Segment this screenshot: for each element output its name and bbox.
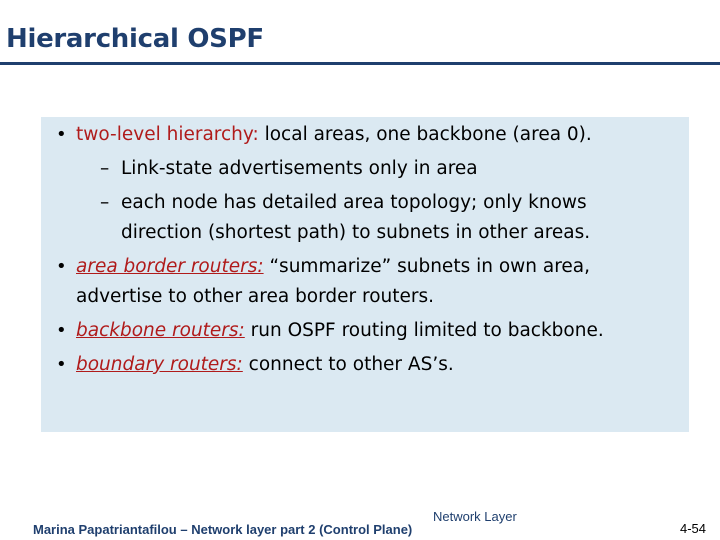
page-number: 4-54 [679,521,706,536]
bullet-marker: • [56,256,67,277]
bullet-marker: • [56,354,67,375]
sub-bullet-lsa: Link-state advertisements only in area [121,158,478,179]
sub-bullet-topology-cont: direction (shortest path) to subnets in other areas. [121,222,591,243]
bullet-text: connect to other AS’s. [242,354,454,375]
bullet-marker: • [56,320,67,341]
bullet-label: area border routers: [76,256,264,277]
bullet-text: local areas, one backbone (area 0). [258,124,592,145]
bullet-label: boundary routers: [76,354,243,375]
bullet-area-border-routers [76,256,590,278]
dash-marker: – [100,192,110,213]
bullet-label: two-level hierarchy: [76,124,259,145]
bullet-two-level-hierarchy [76,124,592,146]
bullet-text: “summarize” subnets in own area, [263,256,591,277]
bullet-text: run OSPF routing limited to backbone. [244,320,604,341]
bullet-marker: • [56,124,67,145]
bullet-label: backbone routers: [76,320,245,341]
footer-author: Marina Papatriantafilou – Network layer part 2 (Control Plane) [33,522,413,537]
bullet-backbone-routers [76,320,604,342]
title-underline [0,62,720,65]
sub-bullet-topology: each node has detailed area topology; only knows [121,192,587,213]
slide-title: Hierarchical OSPF [6,24,264,54]
bullet-boundary-routers [76,354,454,376]
bullet-area-border-routers-cont: advertise to other area border routers. [76,286,435,307]
footer-section-title: Network Layer [433,509,517,524]
dash-marker: – [100,158,110,179]
